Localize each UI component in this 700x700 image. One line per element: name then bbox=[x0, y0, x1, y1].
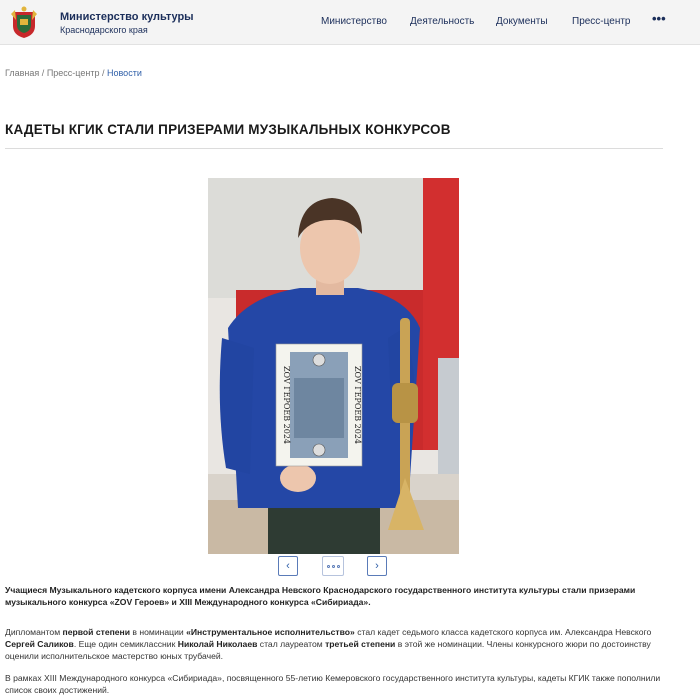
ministry-subtitle[interactable]: Краснодарского края bbox=[60, 25, 148, 35]
dot-icon bbox=[327, 565, 330, 568]
certificate-text: ZOV ГЕРОЕВ 2024 bbox=[353, 366, 362, 444]
breadcrumb-separator: / bbox=[101, 68, 105, 78]
article-paragraph: Дипломантом первой степени в номинации «Инструментальное исполнительство» стал кадет седьмого класса кадетского корпуса им. Александра Невского Сергей Саликов. Еще один семиклассник Николай Николаев стал лауреатом третьей степени в этой же номинации. Члены конкурсного жюри по достоинству оценили исполнительское мастерство юных трубачей. bbox=[5, 627, 652, 661]
nav-item-activity[interactable]: Деятельность bbox=[410, 16, 475, 27]
title-divider bbox=[5, 148, 663, 149]
breadcrumb-home[interactable]: Главная bbox=[5, 68, 40, 78]
dot-icon bbox=[337, 565, 340, 568]
article-paragraph: В рамках XIII Международного конкурса «Сибириада», посвященного 55-летию Кемеровского государственного института культуры, кадеты КГИК также пополнили список своих достижений. bbox=[5, 673, 661, 695]
nav-item-press-center[interactable]: Пресс-центр bbox=[572, 16, 631, 27]
nav-item-ministry[interactable]: Министерство bbox=[321, 16, 387, 27]
breadcrumb-separator: / bbox=[41, 68, 45, 78]
certificate-text: ZOV ГЕРОЕВ 2024 bbox=[282, 366, 291, 444]
slider-next-button[interactable]: › bbox=[367, 556, 387, 576]
article-lead: Учащиеся Музыкального кадетского корпуса имени Александра Невского Краснодарского государственного института культуры стали призерами музыкального конкурса «ZOV Героев» и XIII Международного конкурса «Сибириада». bbox=[5, 585, 636, 607]
more-menu-button[interactable]: ••• bbox=[652, 11, 666, 26]
article-photo bbox=[208, 178, 459, 554]
slider-prev-button[interactable]: ‹ bbox=[278, 556, 298, 576]
ministry-title[interactable]: Министерство культуры bbox=[60, 11, 194, 23]
breadcrumb bbox=[5, 68, 142, 78]
site-header bbox=[0, 0, 700, 45]
coat-of-arms-icon[interactable] bbox=[10, 6, 38, 39]
slider-gallery-button[interactable] bbox=[322, 556, 344, 576]
breadcrumb-current[interactable]: Новости bbox=[107, 68, 142, 78]
dot-icon bbox=[332, 565, 335, 568]
page-title: КАДЕТЫ КГИК СТАЛИ ПРИЗЕРАМИ МУЗЫКАЛЬНЫХ КОНКУРСОВ bbox=[5, 122, 451, 137]
breadcrumb-press-center[interactable]: Пресс-центр bbox=[46, 68, 100, 78]
nav-item-documents[interactable]: Документы bbox=[496, 16, 548, 27]
